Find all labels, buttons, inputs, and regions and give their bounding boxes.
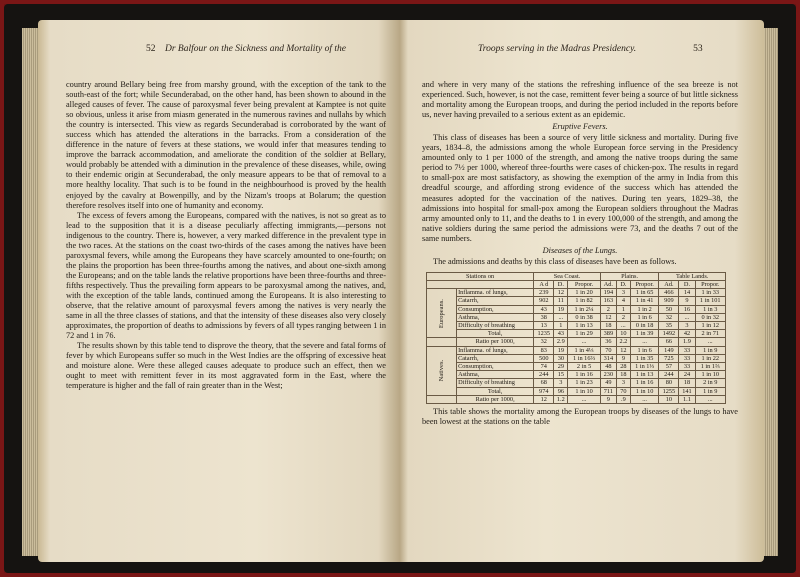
table-cell: 50 bbox=[659, 305, 679, 313]
table-cell: ... bbox=[630, 395, 658, 403]
table-cell: 1 in 41 bbox=[630, 297, 658, 305]
table-cell: 725 bbox=[659, 354, 679, 362]
table-cell: ... bbox=[568, 395, 601, 403]
ratio-row bbox=[427, 395, 726, 403]
table-cell: 1 in 33 bbox=[695, 289, 726, 297]
table-subhead: Propor. bbox=[568, 281, 601, 289]
table-cell: 3 bbox=[679, 322, 695, 330]
table-cell: 33 bbox=[679, 354, 695, 362]
row-label: Inflamma. of lungs, bbox=[457, 346, 534, 354]
table-cell: 2 in 9 bbox=[695, 379, 726, 387]
table-cell: 57 bbox=[659, 363, 679, 371]
table-cell: 12 bbox=[600, 313, 616, 321]
left-running-head bbox=[146, 44, 346, 54]
table-cell: 13 bbox=[534, 322, 554, 330]
table-cell: 1 in 1⅓ bbox=[630, 363, 658, 371]
table-cell: 1 bbox=[616, 305, 630, 313]
table-cell: 1 in 6 bbox=[630, 313, 658, 321]
table-cell: 9 bbox=[600, 395, 616, 403]
table-cell: 1.1 bbox=[679, 395, 695, 403]
table-cell: .9 bbox=[616, 395, 630, 403]
table-row bbox=[427, 322, 726, 330]
table-cell: 902 bbox=[534, 297, 554, 305]
table-cell: 1.9 bbox=[679, 338, 695, 346]
right-page-number: 53 bbox=[693, 44, 703, 54]
table-cell: 2 in 71 bbox=[695, 330, 726, 338]
table-cell: 239 bbox=[534, 289, 554, 297]
left-page-body bbox=[66, 80, 386, 391]
table-subhead: Propor. bbox=[695, 281, 726, 289]
table-cell: 10 bbox=[659, 395, 679, 403]
row-label: Inflamma. of lungs, bbox=[457, 289, 534, 297]
group-label-text: Natives. bbox=[437, 360, 445, 382]
table-cell: ... bbox=[695, 338, 726, 346]
table-cell: 11 bbox=[554, 297, 568, 305]
table-cell: 9 bbox=[616, 354, 630, 362]
table-cell: 43 bbox=[554, 330, 568, 338]
left-page bbox=[38, 20, 400, 562]
table-subhead: D. bbox=[616, 281, 630, 289]
table-cell: 244 bbox=[659, 371, 679, 379]
table-cell: 3 bbox=[616, 379, 630, 387]
table-cell: 1 in 16 bbox=[630, 379, 658, 387]
table-cell: 3 bbox=[554, 379, 568, 387]
table-cell: 149 bbox=[659, 346, 679, 354]
row-label: Difficulty of breathing bbox=[457, 379, 534, 387]
row-label: Catarrh, bbox=[457, 354, 534, 362]
left-head-title: Dr Balfour on the Sickness and Mortality of the bbox=[165, 44, 347, 54]
table-cell: 12 bbox=[534, 395, 554, 403]
row-label: Consumption, bbox=[457, 363, 534, 371]
table-cell: 1 in 16⅔ bbox=[568, 354, 601, 362]
table-cell: 2 bbox=[616, 313, 630, 321]
table-row bbox=[427, 289, 726, 297]
row-label: Asthma, bbox=[457, 313, 534, 321]
row-label: Ratio per 1000, bbox=[457, 395, 534, 403]
table-cell: ... bbox=[679, 313, 695, 321]
table-cell: 1 in 23 bbox=[568, 379, 601, 387]
table-subhead: A d bbox=[534, 281, 554, 289]
table-head-stations: Stations on bbox=[427, 272, 534, 280]
table-cell: 244 bbox=[534, 371, 554, 379]
table-cell: 9 bbox=[679, 297, 695, 305]
table-cell: 0 in 18 bbox=[630, 322, 658, 330]
table-cell: 0 in 32 bbox=[695, 313, 726, 321]
table-cell: 42 bbox=[679, 330, 695, 338]
section-heading: Diseases of the Lungs. bbox=[542, 245, 618, 255]
table-cell: 70 bbox=[600, 346, 616, 354]
table-cell: 43 bbox=[534, 305, 554, 313]
table-cell: 1 in 39 bbox=[630, 330, 658, 338]
table-cell: 48 bbox=[600, 363, 616, 371]
table-cell: 2.2 bbox=[616, 338, 630, 346]
left-page-number: 52 bbox=[146, 44, 156, 54]
table-subhead-row bbox=[427, 281, 726, 289]
paragraph: country around Bellary being free from marshy ground, with the exception of the tank to the south-east of the fort; while Secunderabad, on the other hand, has been shown to abound in the alleged causes of fever. The cause of paroxysmal fever being prevalent at Kamptee is not quite so obvious, unless it arise from miasm generated in the numerous ravines and nullahs by which the country is intersected. This view as regards Secunderabad is corroborated by the want of success which has attended the alterations in the barracks. From a consideration of the difference in the nature of fevers at these stations, we would infer that measures tending to improve the barrack accommodation, and ameliorate the condition of the soldier at Bellary, would probably be attended with a diminution in the prevalence of these diseases, while, owing to their endemic origin at Secunderabad, the only measure appears to be that of removal to a more healthy locality. That such is to be found in the neighbourhood is proved by the health enjoyed by the cavalry at Bowenpilly, and by the Nizam's troops at Bolarum; the question therefore resolves itself into one of humanity and economy. bbox=[66, 80, 386, 210]
table-cell: 1 in 13 bbox=[630, 371, 658, 379]
table-cell: 389 bbox=[600, 330, 616, 338]
table-cell: 30 bbox=[554, 354, 568, 362]
row-label: Catarrh, bbox=[457, 297, 534, 305]
table-cell: 18 bbox=[679, 379, 695, 387]
table-cell: 1 in 13 bbox=[568, 322, 601, 330]
table-cell: 909 bbox=[659, 297, 679, 305]
table-cell: 32 bbox=[659, 313, 679, 321]
paragraph: The results shown by this table tend to disprove the theory, that the severe and fatal forms of fever by which Europeans suffer so much in the West Indies are the offspring of excessive heat and moisture alone. Were these alleged causes adequate to produce such an effect, then we ought to meet with remittent fever in its most aggravated form in the East, where the temperature is higher and the fall of rain greater than in the West; bbox=[66, 341, 386, 391]
table-cell: 1255 bbox=[659, 387, 679, 395]
table-cell: 49 bbox=[600, 379, 616, 387]
table-cell: 1 in 82 bbox=[568, 297, 601, 305]
table-group-head: Sea Coast. bbox=[534, 272, 601, 280]
table-cell: 1 in 22 bbox=[695, 354, 726, 362]
table-cell: 12 bbox=[616, 346, 630, 354]
table-cell: 314 bbox=[600, 354, 616, 362]
row-label: Asthma, bbox=[457, 371, 534, 379]
table-subhead: Propor. bbox=[630, 281, 658, 289]
table-cell: ... bbox=[616, 322, 630, 330]
table-cell: 500 bbox=[534, 354, 554, 362]
table-cell: 70 bbox=[616, 387, 630, 395]
row-label: Total, bbox=[457, 330, 534, 338]
table-row bbox=[427, 346, 726, 354]
table-cell: 83 bbox=[534, 346, 554, 354]
row-label: Total, bbox=[457, 387, 534, 395]
table-cell: 29 bbox=[554, 363, 568, 371]
table-row bbox=[427, 305, 726, 313]
ratio-row bbox=[427, 338, 726, 346]
table-cell: 1235 bbox=[534, 330, 554, 338]
table-cell: 33 bbox=[679, 346, 695, 354]
table-row bbox=[427, 297, 726, 305]
table-cell: 28 bbox=[616, 363, 630, 371]
right-page bbox=[400, 20, 764, 562]
paragraph: This table shows the mortality among the European troops by diseases of the lungs to have been lowest at the stations on the table bbox=[422, 407, 738, 427]
table-cell: ... bbox=[695, 395, 726, 403]
table-cell: 1 in 1⅔ bbox=[695, 363, 726, 371]
table-cell: 1 in 9 bbox=[695, 387, 726, 395]
table-cell: 35 bbox=[659, 322, 679, 330]
table-cell: 80 bbox=[659, 379, 679, 387]
table-cell: 18 bbox=[616, 371, 630, 379]
table-cell: 66 bbox=[659, 338, 679, 346]
table-cell: 1 in 20 bbox=[568, 289, 601, 297]
table-cell: 33 bbox=[679, 363, 695, 371]
table-cell: 38 bbox=[534, 313, 554, 321]
table-cell: 16 bbox=[679, 305, 695, 313]
table-cell: ... bbox=[554, 313, 568, 321]
table-row bbox=[427, 371, 726, 379]
table-cell: 1 in 29 bbox=[568, 330, 601, 338]
table-cell: ... bbox=[630, 338, 658, 346]
table-group-head: Table Lands. bbox=[659, 272, 726, 280]
table-row bbox=[427, 379, 726, 387]
table-cell: 2 in 5 bbox=[568, 363, 601, 371]
table-subhead: Ad. bbox=[659, 281, 679, 289]
table-cell: 0 in 38 bbox=[568, 313, 601, 321]
right-head-title: Troops serving in the Madras Presidency. bbox=[478, 44, 637, 54]
table-cell: 1492 bbox=[659, 330, 679, 338]
table-cell: 3 bbox=[616, 289, 630, 297]
right-page-body bbox=[422, 80, 738, 427]
table-cell: 1 in 16 bbox=[568, 371, 601, 379]
table-row bbox=[427, 363, 726, 371]
group-label-text: Europeans. bbox=[437, 298, 445, 328]
table-cell: 163 bbox=[600, 297, 616, 305]
table-cell: 1 in 65 bbox=[630, 289, 658, 297]
row-label: Consumption, bbox=[457, 305, 534, 313]
table-cell: 1 in 3 bbox=[695, 305, 726, 313]
table-cell: 1 in 10 bbox=[695, 371, 726, 379]
lung-diseases-table bbox=[426, 272, 726, 404]
table-subhead: D. bbox=[679, 281, 695, 289]
table-cell: 1 in 2¼ bbox=[568, 305, 601, 313]
right-running-head bbox=[478, 44, 703, 54]
table-cell: 96 bbox=[554, 387, 568, 395]
paragraph: This class of diseases has been a source of very little sickness and mortality. During five years, 1834–8, the admissions among the whole European force serving in the Presidency amounted only to 1 per 1000 of the strength, and among the native troops during the same period to 7½ per 1000, whereof three-fourths were cases of chicken-pox. The results in regard to small-pox are most satisfactory, as showing the exemption of the army in India from this dreadful scourge, and affording strong evidence of the success which has attended the measures adopted for the vaccination of the natives. During ten years, 1829–38, the admissions into hospital for small-pox among the European soldiers throughout the Madras army amounted only to 11, and the deaths to 1 in every 100,000 of the strength, and among the native soldiers during the same period the admissions were 73, and the deaths 7 out of the same numbers. bbox=[422, 133, 738, 243]
table-cell: 32 bbox=[534, 338, 554, 346]
table-cell: 19 bbox=[554, 305, 568, 313]
table-cell: 12 bbox=[554, 289, 568, 297]
table-cell: 1 in 10 bbox=[568, 387, 601, 395]
table-cell: 14 bbox=[679, 289, 695, 297]
row-label: Ratio per 1000, bbox=[457, 338, 534, 346]
row-label: Difficulty of breathing bbox=[457, 322, 534, 330]
paragraph: The admissions and deaths by this class of diseases have been as follows. bbox=[433, 256, 677, 266]
table-cell: 2.9 bbox=[554, 338, 568, 346]
table-cell: 230 bbox=[600, 371, 616, 379]
table-cell: 1 in 101 bbox=[695, 297, 726, 305]
table-cell: 1 in 9 bbox=[695, 346, 726, 354]
table-body bbox=[427, 289, 726, 404]
table-subhead: D. bbox=[554, 281, 568, 289]
paragraph: The excess of fevers among the Europeans, compared with the natives, is not so great as to lead to the supposition that it is a disease peculiarly affecting immigrants,—persons not indigenous to the country. There is, however, a very marked difference in the prevalent type in the two races. At the stations on the coast two-thirds of the cases among the natives have been paroxysmal fevers, while among the Europeans they have scarcely amounted to one-fourth; on the plains the proportion has been three-fourths among the natives, and about one-sixth among the Europeans; and on the table lands the relative proportions have been three-fourths and three-fifths respectively. Thus the prevailing form appears to be paroxysmal among the natives, and, with the exception of the table lands, continued among the Europeans. It is also interesting to observe, that the relative amount of paroxysmal fevers among the natives is very nearly the same in all the three classes of stations, and that the intensity of these diseases also very closely approximates, the proportion of deaths to admissions by fevers of all types ranging between 1 in 72 and 1 in 76. bbox=[66, 210, 386, 341]
total-row bbox=[427, 330, 726, 338]
table-cell: 19 bbox=[554, 346, 568, 354]
table-cell: 1 in 2 bbox=[630, 305, 658, 313]
table-cell: 1 bbox=[554, 322, 568, 330]
table-group-head: Plains. bbox=[600, 272, 659, 280]
table-row bbox=[427, 354, 726, 362]
section-heading: Eruptive Fevers. bbox=[552, 122, 608, 132]
table-cell: 2 bbox=[600, 305, 616, 313]
table-cell: 1 in 6 bbox=[630, 346, 658, 354]
table-group-label bbox=[427, 289, 457, 338]
table-cell: 974 bbox=[534, 387, 554, 395]
table-cell: 18 bbox=[600, 322, 616, 330]
table-cell: 1 in 35 bbox=[630, 354, 658, 362]
table-cell: 74 bbox=[534, 363, 554, 371]
table-cell: ... bbox=[568, 338, 601, 346]
table-cell: 24 bbox=[679, 371, 695, 379]
total-row bbox=[427, 387, 726, 395]
table-cell: 141 bbox=[679, 387, 695, 395]
table-cell: 15 bbox=[554, 371, 568, 379]
table-row bbox=[427, 313, 726, 321]
table-cell: 4 bbox=[616, 297, 630, 305]
paragraph: and where in very many of the stations the refreshing influence of the sea breeze is not experienced. Such, however, is not the case, remittent fever being a source of but little sickness and mortality among the European troops, and during the period included in the reports before us, never having prevailed to a serious extent as an epidemic. bbox=[422, 80, 738, 120]
table-subhead: Ad. bbox=[600, 281, 616, 289]
table-group-label bbox=[427, 346, 457, 395]
table-cell: 1 in 12 bbox=[695, 322, 726, 330]
table-cell: 68 bbox=[534, 379, 554, 387]
table-cell: 466 bbox=[659, 289, 679, 297]
right-page-edges bbox=[762, 28, 778, 556]
table-cell: 194 bbox=[600, 289, 616, 297]
table-cell: 1.2 bbox=[554, 395, 568, 403]
table-cell: 1 in 4⅓ bbox=[568, 346, 601, 354]
table-cell: 36 bbox=[600, 338, 616, 346]
table-cell: 711 bbox=[600, 387, 616, 395]
table-cell: 1 in 10 bbox=[630, 387, 658, 395]
table-cell: 10 bbox=[616, 330, 630, 338]
